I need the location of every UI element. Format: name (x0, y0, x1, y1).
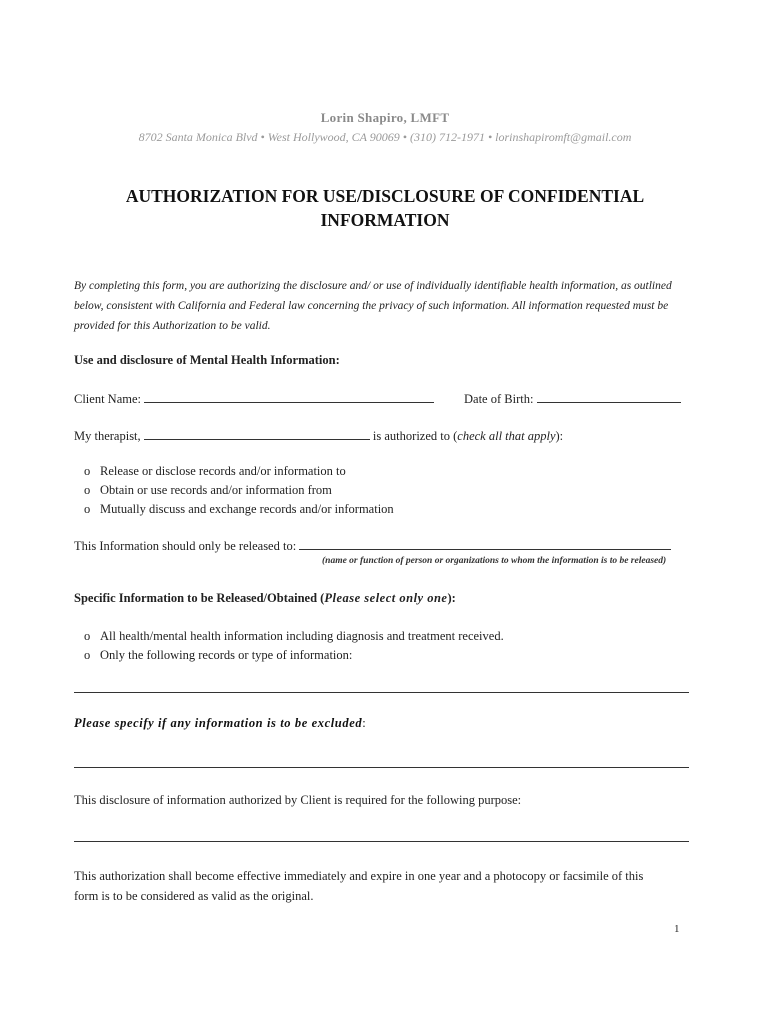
option-checkbox[interactable]: o (84, 464, 91, 478)
option-specific-records[interactable] (84, 646, 504, 665)
specific-info-options (84, 627, 504, 665)
excluded-heading (74, 716, 366, 731)
intro-paragraph: By completing this form, you are authorizing the disclosure and/ or use of individually identifiable health information, as outlined below, consistent with California and Federal law concerning the privacy of such information. All information requested must be provided for this Authorization to be valid. (74, 280, 672, 332)
option-checkbox[interactable]: o (84, 483, 91, 497)
released-to-label: This Information should only be released to: (74, 539, 297, 553)
option-checkbox[interactable]: o (84, 629, 91, 643)
option-checkbox[interactable]: o (84, 502, 91, 516)
dob-label: Date of Birth: (464, 392, 534, 406)
therapist-name-field[interactable] (144, 427, 370, 440)
dob-field[interactable] (537, 390, 681, 403)
check-all-text: check all that apply (457, 429, 556, 443)
released-to-caption: (name or function of person or organizations to whom the information is to be released) (322, 556, 667, 566)
option-checkbox[interactable]: o (84, 648, 91, 662)
client-name-label: Client Name: (74, 392, 141, 406)
client-name-row (74, 390, 434, 407)
authorized-close: ): (555, 429, 564, 443)
purpose-text: This disclosure of information authorized by Client is required for the following purpose: (74, 793, 522, 807)
page-number: 1 (674, 923, 680, 935)
specific-info-heading (74, 591, 456, 606)
option-exchange[interactable] (84, 500, 394, 519)
option-label: All health/mental health information including diagnosis and treatment received. (100, 629, 504, 643)
practitioner-name: Lorin Shapiro, LMFT (320, 110, 450, 125)
option-obtain[interactable] (84, 481, 394, 500)
excluded-colon: : (362, 716, 367, 730)
closing-paragraph (74, 866, 643, 906)
specific-records-field[interactable] (74, 692, 689, 693)
authorization-options (84, 462, 394, 519)
title-line-1: AUTHORIZATION FOR USE/DISCLOSURE OF CONFIDENTIAL (125, 186, 645, 206)
option-label: Mutually discuss and exchange records and/or information (100, 502, 394, 516)
therapist-row (74, 427, 563, 444)
closing-line-2: form is to be considered as valid as the original. (74, 889, 314, 903)
option-label: Release or disclose records and/or information to (100, 464, 346, 478)
released-to-row (74, 537, 671, 554)
purpose-field[interactable] (74, 841, 689, 842)
document-title (0, 184, 770, 232)
specific-heading-text: Specific Information to be Released/Obtained ( (74, 591, 325, 605)
practitioner-contact: 8702 Santa Monica Blvd • West Hollywood, CA 90069 • (310) 712-1971 • lorinshapiromft@gmail.com (138, 130, 632, 144)
option-label: Only the following records or type of information: (100, 648, 353, 662)
dob-row (464, 390, 681, 407)
authorized-text: is authorized to ( (372, 429, 458, 443)
released-to-field[interactable] (299, 537, 671, 550)
excluded-label: Please specify if any information is to be excluded (74, 716, 363, 730)
therapist-label: My therapist, (74, 429, 141, 443)
use-disclosure-heading: Use and disclosure of Mental Health Information: (74, 353, 340, 367)
excluded-info-field[interactable] (74, 767, 689, 768)
option-all-info[interactable] (84, 627, 504, 646)
specific-heading-close: ): (447, 591, 456, 605)
closing-line-1: This authorization shall become effective immediately and expire in one year and a photocopy or facsimile of this (74, 869, 644, 883)
specific-heading-emphasis: Please select only one (324, 591, 448, 605)
option-release[interactable] (84, 462, 394, 481)
option-label: Obtain or use records and/or information from (100, 483, 332, 497)
title-line-2: INFORMATION (320, 210, 450, 230)
client-name-field[interactable] (144, 390, 434, 403)
